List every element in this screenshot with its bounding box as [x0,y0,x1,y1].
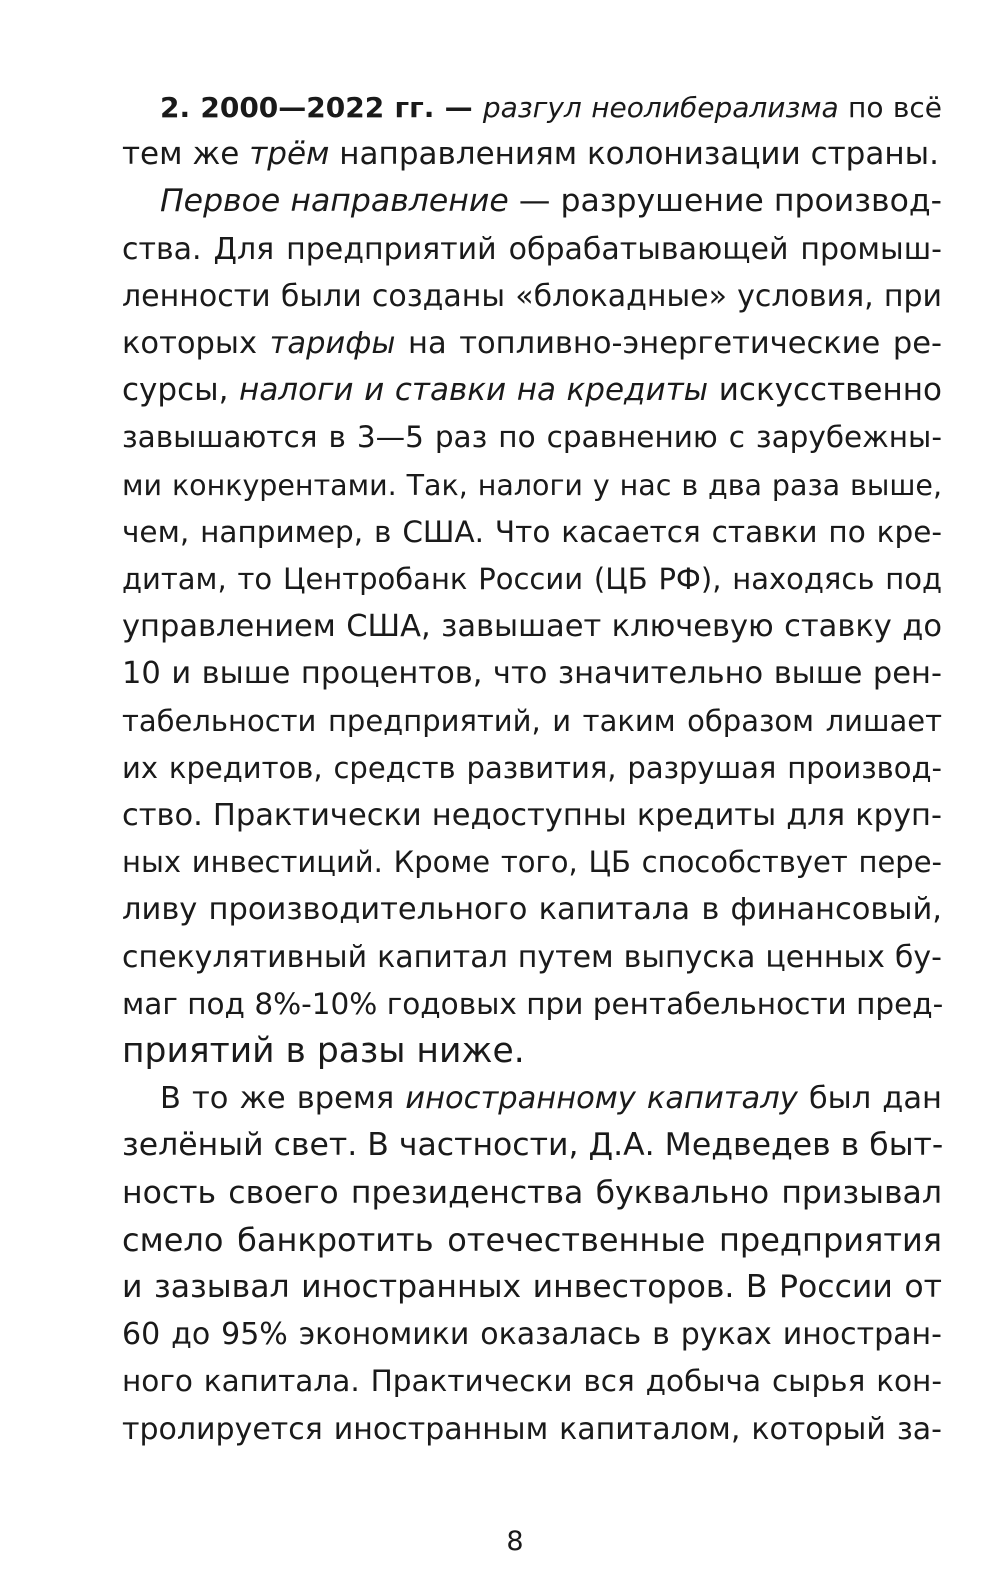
text-line: ного капитала. Практически вся добыча сырья кон- [122,1364,942,1399]
section-heading-paragraph [122,84,942,178]
heading-emphasis: разгул неолиберализма [482,91,839,124]
heading-dash: — [434,91,483,124]
text-line: приятий в разы ниже. [122,1031,525,1072]
text-line: их кредитов, средств развития, разрушая производ- [122,750,942,785]
text-line: сурсы, налоги и ставки на кредиты искусственно [122,372,943,409]
text-line: смело банкротить отечественные предприятия [122,1220,942,1259]
text-line: спекулятивный капитал путем выпуска ценных бу- [122,939,942,975]
emphasis: налоги и ставки на кредиты [239,372,709,409]
text-line: тролируется иностранным капиталом, который за- [122,1411,942,1447]
text-line: табельности предприятий, и таким образом лишает [122,703,942,738]
text-line: управлением США, завышает ключевую ставку до [122,609,942,645]
text-line: ных инвестиций. Кроме того, ЦБ способствует пере- [122,845,942,880]
emphasis: тарифы [269,326,396,362]
paragraph-first-direction [122,178,942,1075]
emphasis: иностранному капиталу [405,1081,798,1117]
emphasis: Первое направление [160,183,509,220]
text-line: 10 и выше процентов, что значительно выше рен- [122,656,942,692]
text-line: маг под 8%-10% годовых при рентабельности пред- [122,986,944,1021]
text-line: ность своего президенства буквально призывал [122,1174,942,1211]
text-line: тем же трём направлениям колонизации страны. [122,136,939,173]
text-line: 60 до 95% экономики оказалась в руках иностран- [122,1317,942,1353]
paragraph-foreign-capital [122,1075,942,1453]
text-line: ливу производительного капитала в финансовый, [122,892,942,928]
text-line: чем, например, в США. Что касается ставки по кре- [122,514,942,549]
text-line: и зазывал иностранных инвесторов. В России от [122,1269,942,1306]
text-line: ми конкурентами. Так, налоги у нас в два раза выше, [122,468,942,502]
section-number: 2. 2000—2022 гг. [160,91,435,124]
text-line: 2. 2000—2022 гг. — разгул неолиберализма по всё [160,91,942,124]
text-line: В то же время иностранному капиталу был дан [160,1081,942,1117]
text-line: Первое направление — разрушение производ- [160,183,942,220]
text-line: завышаются в 3—5 раз по сравнению с зарубежны- [122,420,942,455]
text-line: дитам, то Центробанк России (ЦБ РФ), находясь под [122,562,942,597]
page-number: 8 [506,1526,524,1557]
text-line: ства. Для предприятий обрабатывающей промыш- [122,231,942,267]
text-line: ленности были созданы «блокадные» условия, при [122,278,942,314]
text-line: которых тарифы на топливно-энергетические ре- [122,326,942,362]
emphasis: трём [249,136,330,173]
page-body [122,84,942,1453]
text-line: зелёный свет. В частности, Д.А. Медведев в быт- [122,1127,944,1164]
text-line: ство. Практически недоступны кредиты для круп- [122,798,942,834]
